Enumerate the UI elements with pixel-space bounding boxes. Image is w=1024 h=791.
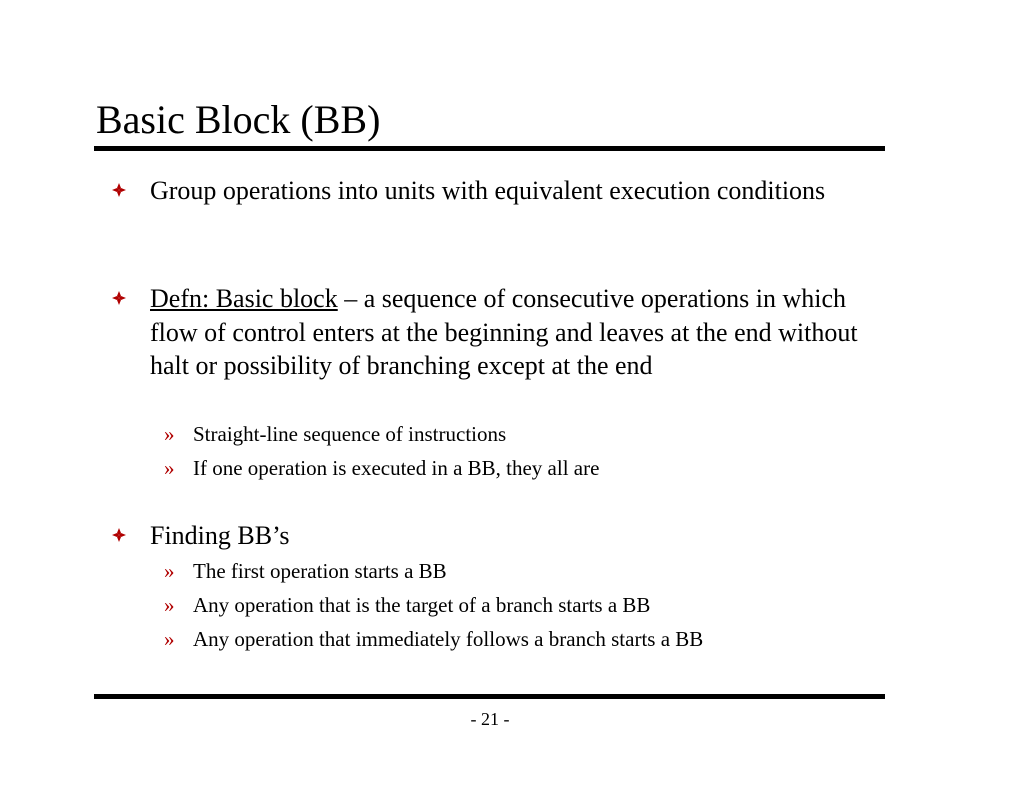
sub-item [164,421,507,447]
bullet-text: Finding BB’s [150,521,290,550]
sub-item-text: Any operation that is the target of a branch starts a BB [193,593,651,617]
definition-term: Defn: Basic block [150,284,338,313]
title-divider [94,146,885,151]
footer-divider [94,694,885,699]
bullet-text: – a sequence of consecutive operations in which flow of control enters at the beginning and leaves at the end without halt or possibility of branching except at the end [150,284,858,380]
sub-item-text: Any operation that immediately follows a branch starts a BB [193,627,704,651]
sub-item-text: The first operation starts a BB [193,559,447,583]
page-number: - 21 - [470,709,510,729]
sub-item [164,558,447,584]
sub-item [164,592,651,618]
bullet-text: Group operations into units with equivalent execution conditions [150,176,826,205]
sub-marker: » [164,456,175,480]
sub-item [164,455,600,481]
sub-item-text: Straight-line sequence of instructions [193,422,507,446]
sub-item [164,626,704,652]
sub-marker: » [164,559,175,583]
bullet-item-1 [150,174,870,208]
sub-marker: » [164,627,175,651]
slide-title: Basic Block (BB) [96,97,381,142]
diamond-bullet-icon [112,183,126,197]
bullet-item-3 [150,519,870,553]
sub-marker: » [164,593,175,617]
sub-item-text: If one operation is executed in a BB, they all are [193,456,600,480]
sub-marker: » [164,422,175,446]
diamond-bullet-icon [112,528,126,542]
diamond-bullet-icon [112,291,126,305]
bullet-item-2 [150,282,870,383]
